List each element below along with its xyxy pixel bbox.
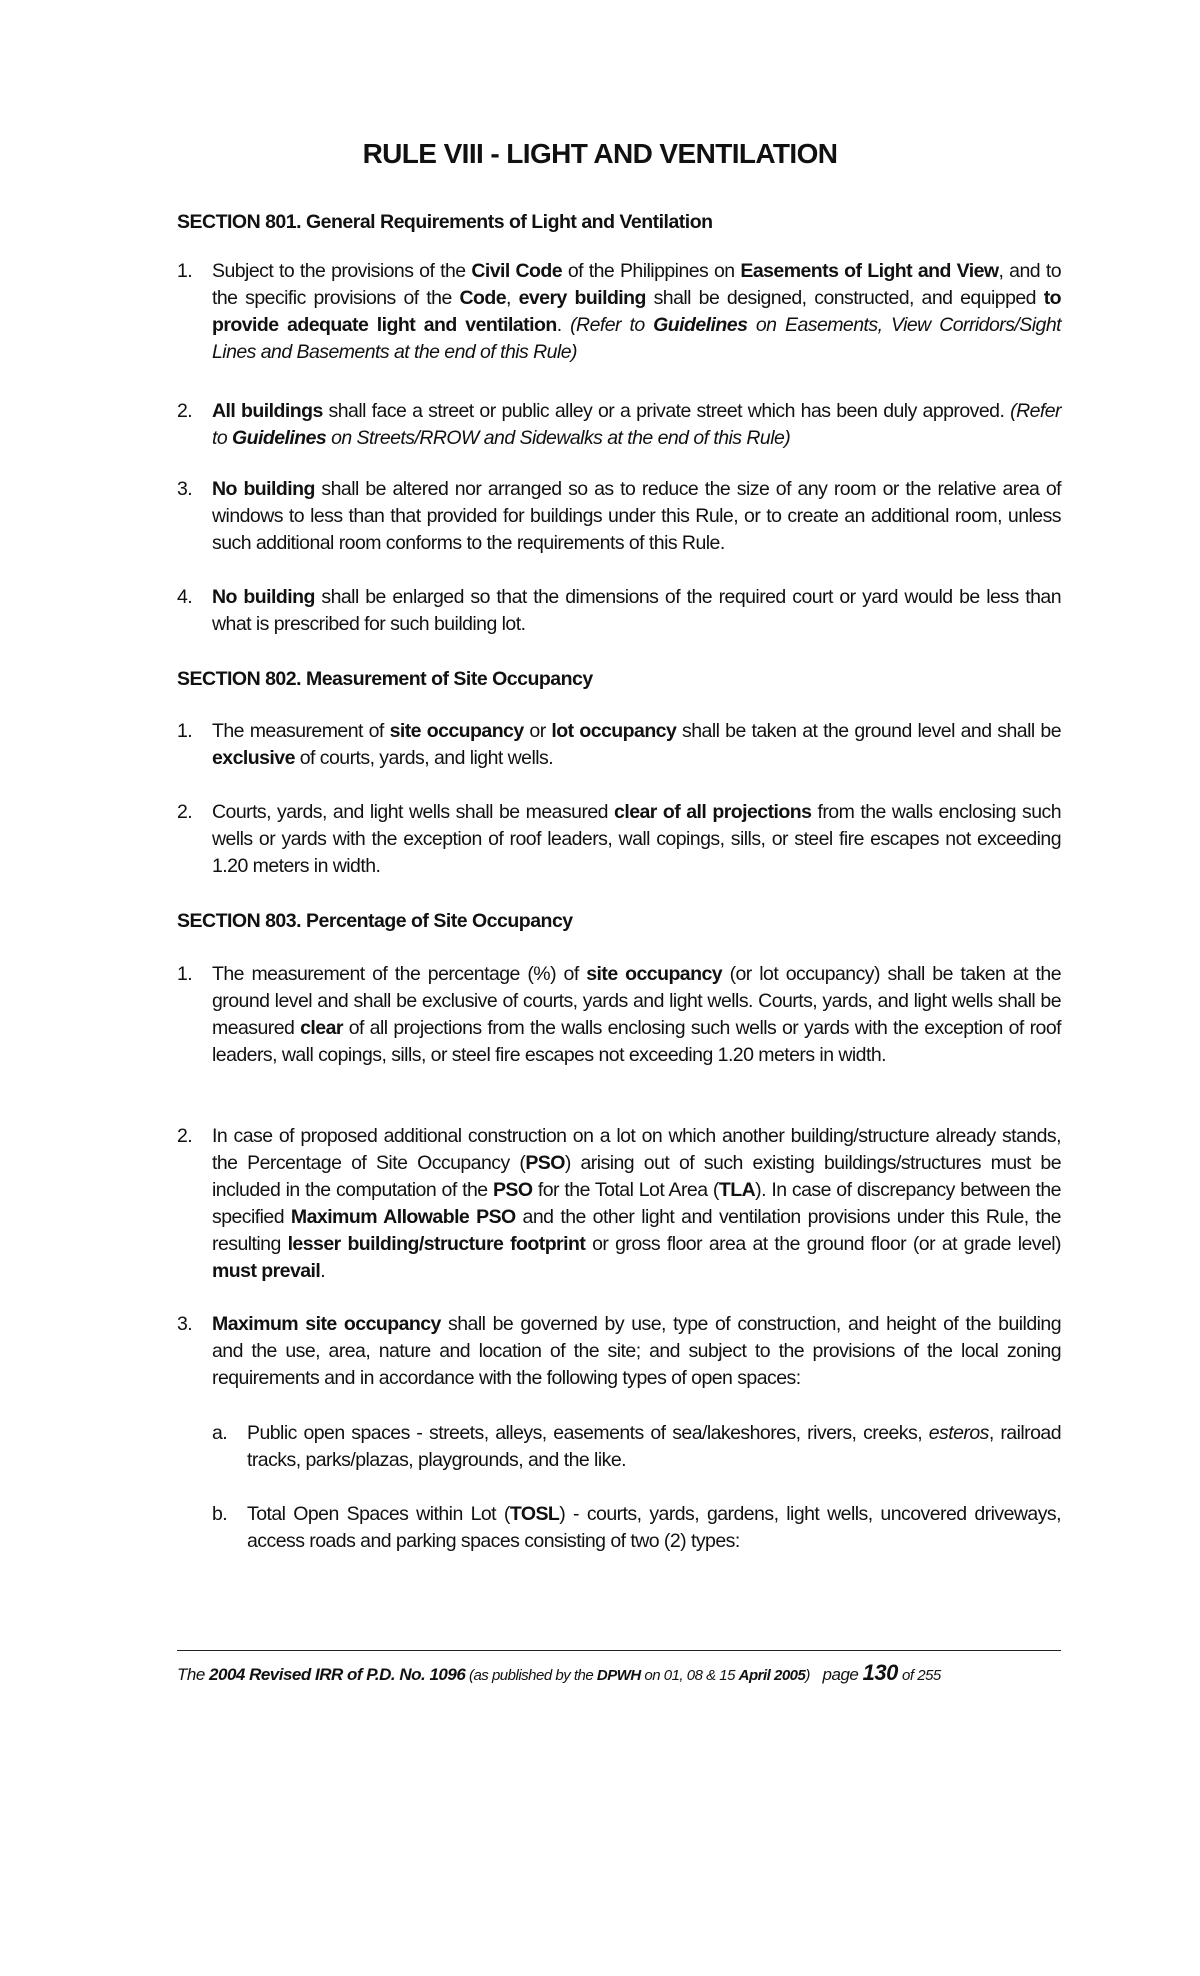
item-text: All buildings shall face a street or public alley or a private street which has been duly approved. (Refer to Guidelines on Streets/RROW and Sidewalks at the end of this Rule)	[212, 400, 1062, 449]
item-number: 3.	[177, 478, 193, 500]
section-803-item-3	[177, 1311, 1061, 1392]
footer-month: April 2005	[738, 1667, 806, 1684]
footer-dates: on 01, 08 & 15	[640, 1667, 739, 1684]
section-802-heading: SECTION 802. Measurement of Site Occupancy	[177, 668, 593, 690]
footer-close: )	[805, 1667, 810, 1684]
item-number: 1.	[177, 963, 193, 985]
item-number: 1.	[177, 720, 193, 742]
subitem-letter: b.	[212, 1503, 228, 1525]
item-text: The measurement of the percentage (%) of site occupancy (or lot occupancy) shall be taken at the ground level and shall be exclusive of courts, yards and light wells. Courts, yards, and light wells shall be measured clear of all projections from the walls enclosing such wells or yards with the exception of roof leaders, wall copings, sills, or steel fire escapes not exceeding 1.20 meters in width.	[212, 963, 1061, 1066]
item-text: Subject to the provisions of the Civil Code of the Philippines on Easements of Light and View, and to the specific provisions of the Code, every building shall be designed, constructed, and equipped to provide adequate light and ventilation. (Refer to Guidelines on Easements, View Corridors/Sight Lines and Basements at the end of this Rule)	[212, 260, 1061, 363]
section-802-item-1	[177, 718, 1061, 772]
section-801-item-4	[177, 584, 1061, 638]
item-text: Maximum site occupancy shall be governed by use, type of construction, and height of the building and the use, area, nature and location of the site; and subject to the provisions of the local zoning requirements and in accordance with the following types of open spaces:	[212, 1313, 1061, 1389]
item-text: The measurement of site occupancy or lot occupancy shall be taken at the ground level and shall be exclusive of courts, yards, and light wells.	[212, 720, 1061, 769]
footer-divider	[177, 1650, 1061, 1651]
footer-publisher: DPWH	[596, 1667, 641, 1684]
item-number: 2.	[177, 1125, 193, 1147]
page-total: of 255	[902, 1667, 941, 1684]
section-801-item-1	[177, 258, 1061, 366]
item-number: 4.	[177, 586, 193, 608]
footer-document-title: 2004 Revised IRR of P.D. No. 1096	[209, 1665, 466, 1684]
item-number: 2.	[177, 400, 193, 422]
item-number: 1.	[177, 260, 193, 282]
section-801-heading: SECTION 801. General Requirements of Light and Ventilation	[177, 211, 713, 233]
item-text: No building shall be altered nor arranged so as to reduce the size of any room or the relative area of windows to less than that provided for buildings under this Rule, or to create an additional room, unless such additional room conforms to the requirements of this Rule.	[212, 478, 1061, 554]
section-801-item-3	[177, 476, 1061, 557]
section-803-subitem-a	[212, 1420, 1061, 1474]
subitem-letter: a.	[212, 1422, 228, 1444]
section-802-item-2	[177, 799, 1061, 880]
item-text: In case of proposed additional construction on a lot on which another building/structure already stands, the Percentage of Site Occupancy (PSO) arising out of such existing buildings/structures must be included in the computation of the PSO for the Total Lot Area (TLA). In case of discrepancy between the specified Maximum Allowable PSO and the other light and ventilation provisions under this Rule, the resulting lesser building/structure footprint or gross floor area at the ground floor (or at grade level) must prevail.	[212, 1125, 1062, 1282]
footer-page-label: page	[822, 1665, 859, 1684]
section-801-item-2	[177, 398, 1061, 452]
footer-the: The	[177, 1665, 210, 1684]
section-803-item-1	[177, 961, 1061, 1069]
section-803-heading: SECTION 803. Percentage of Site Occupancy	[177, 910, 573, 932]
section-803-subitem-b	[212, 1501, 1061, 1555]
item-text: No building shall be enlarged so that the dimensions of the required court or yard would be less than what is prescribed for such building lot.	[212, 586, 1062, 635]
subitem-text: Total Open Spaces within Lot (TOSL) - courts, yards, gardens, light wells, uncovered driveways, access roads and parking spaces consisting of two (2) types:	[247, 1503, 1061, 1552]
page-number: 130	[862, 1660, 898, 1685]
footer-published: (as published by the	[465, 1667, 597, 1684]
section-803-item-2	[177, 1123, 1061, 1285]
subitem-text: Public open spaces - streets, alleys, easements of sea/lakeshores, rivers, creeks, esteros, railroad tracks, parks/plazas, playgrounds, and the like.	[247, 1422, 1061, 1471]
rule-title: RULE VIII - LIGHT AND VENTILATION	[362, 138, 838, 169]
item-text: Courts, yards, and light wells shall be measured clear of all projections from the walls enclosing such wells or yards with the exception of roof leaders, wall copings, sills, or steel fire escapes not exceeding 1.20 meters in width.	[212, 801, 1061, 877]
page-footer	[177, 1660, 941, 1686]
item-number: 2.	[177, 801, 193, 823]
item-number: 3.	[177, 1313, 193, 1335]
